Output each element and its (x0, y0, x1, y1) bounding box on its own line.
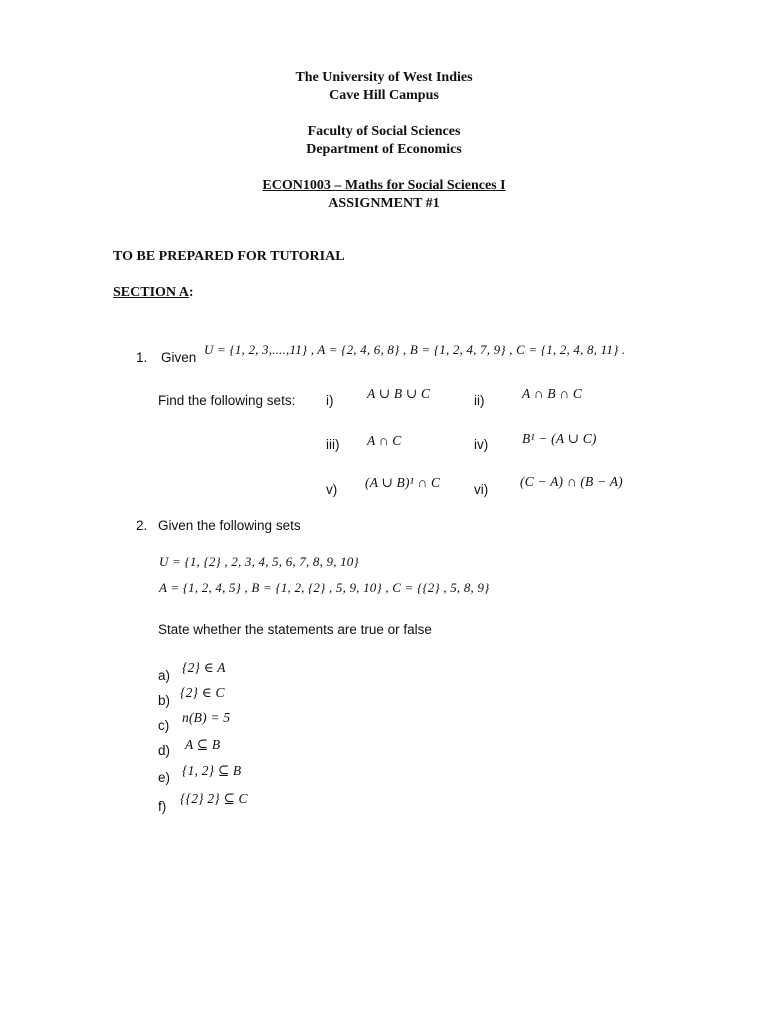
q1-part-label: iii) (326, 437, 340, 452)
section-heading (113, 285, 194, 301)
q2-statement-expression: {1, 2} ⊆ B (182, 763, 242, 778)
q1-part-expression: (C − A) ∩ (B − A) (520, 474, 623, 489)
q2-statement-expression: {{2} 2} ⊆ C (180, 791, 248, 806)
course-title (0, 177, 768, 195)
section-label: SECTION A (113, 285, 189, 300)
q1-part-label: iv) (474, 437, 489, 452)
q2-number: 2. (136, 518, 148, 533)
preparation-note: TO BE PREPARED FOR TUTORIAL (113, 249, 345, 264)
q2-statement-label: f) (158, 799, 167, 814)
q1-number: 1. (136, 350, 148, 365)
q2-statement-label: e) (158, 770, 171, 785)
campus-name: Cave Hill Campus (329, 88, 439, 103)
q2-statement-label: a) (158, 668, 171, 683)
q1-part-label: ii) (474, 393, 485, 408)
q1-part-expression: A ∩ C (367, 433, 402, 448)
q1-part-expression: A ∪ B ∪ C (367, 386, 431, 401)
q2-universal-set: U = {1, {2} , 2, 3, 4, 5, 6, 7, 8, 9, 10} (159, 554, 359, 569)
course-title-text: ECON1003 – Maths for Social Sciences I (262, 178, 506, 193)
assignment-title: ASSIGNMENT #1 (328, 196, 440, 211)
q1-part-label: v) (326, 482, 338, 497)
q2-sets-abc: A = {1, 2, 4, 5} , B = {1, 2, {2} , 5, 9, 10} , C = {{2} , 5, 8, 9} (159, 580, 490, 595)
q1-set-definitions: U = {1, 2, 3,....,11} , A = {2, 4, 6, 8} , B = {1, 2, 4, 7, 9} , C = {1, 2, 4, 8, 11} . (204, 342, 626, 357)
q1-part-expression: A ∩ B ∩ C (522, 386, 583, 401)
university-name: The University of West Indies (295, 70, 473, 85)
q2-statement-expression: n(B) = 5 (182, 710, 231, 725)
q2-statement-expression: {2} ∈ A (182, 660, 226, 675)
q2-statement-label: d) (158, 743, 171, 758)
section-colon: : (188, 285, 194, 300)
q2-intro: Given the following sets (158, 518, 301, 533)
q2-instruction: State whether the statements are true or false (158, 622, 432, 637)
faculty-name: Faculty of Social Sciences (307, 124, 461, 139)
q1-part-label: vi) (474, 482, 489, 497)
q2-statement-label: b) (158, 693, 171, 708)
q1-instruction: Find the following sets: (158, 393, 296, 408)
q2-statement-expression: {2} ∈ C (180, 685, 225, 700)
q1-part-expression: (A ∪ B)¹ ∩ C (365, 475, 441, 490)
q1-part-expression: B¹ − (A ∪ C) (522, 431, 597, 446)
q1-given-label: Given (161, 350, 197, 365)
q2-statement-label: c) (158, 718, 170, 733)
q2-statement-expression: A ⊆ B (185, 737, 221, 752)
q1-part-label: i) (326, 393, 334, 408)
department-name: Department of Economics (306, 142, 462, 157)
